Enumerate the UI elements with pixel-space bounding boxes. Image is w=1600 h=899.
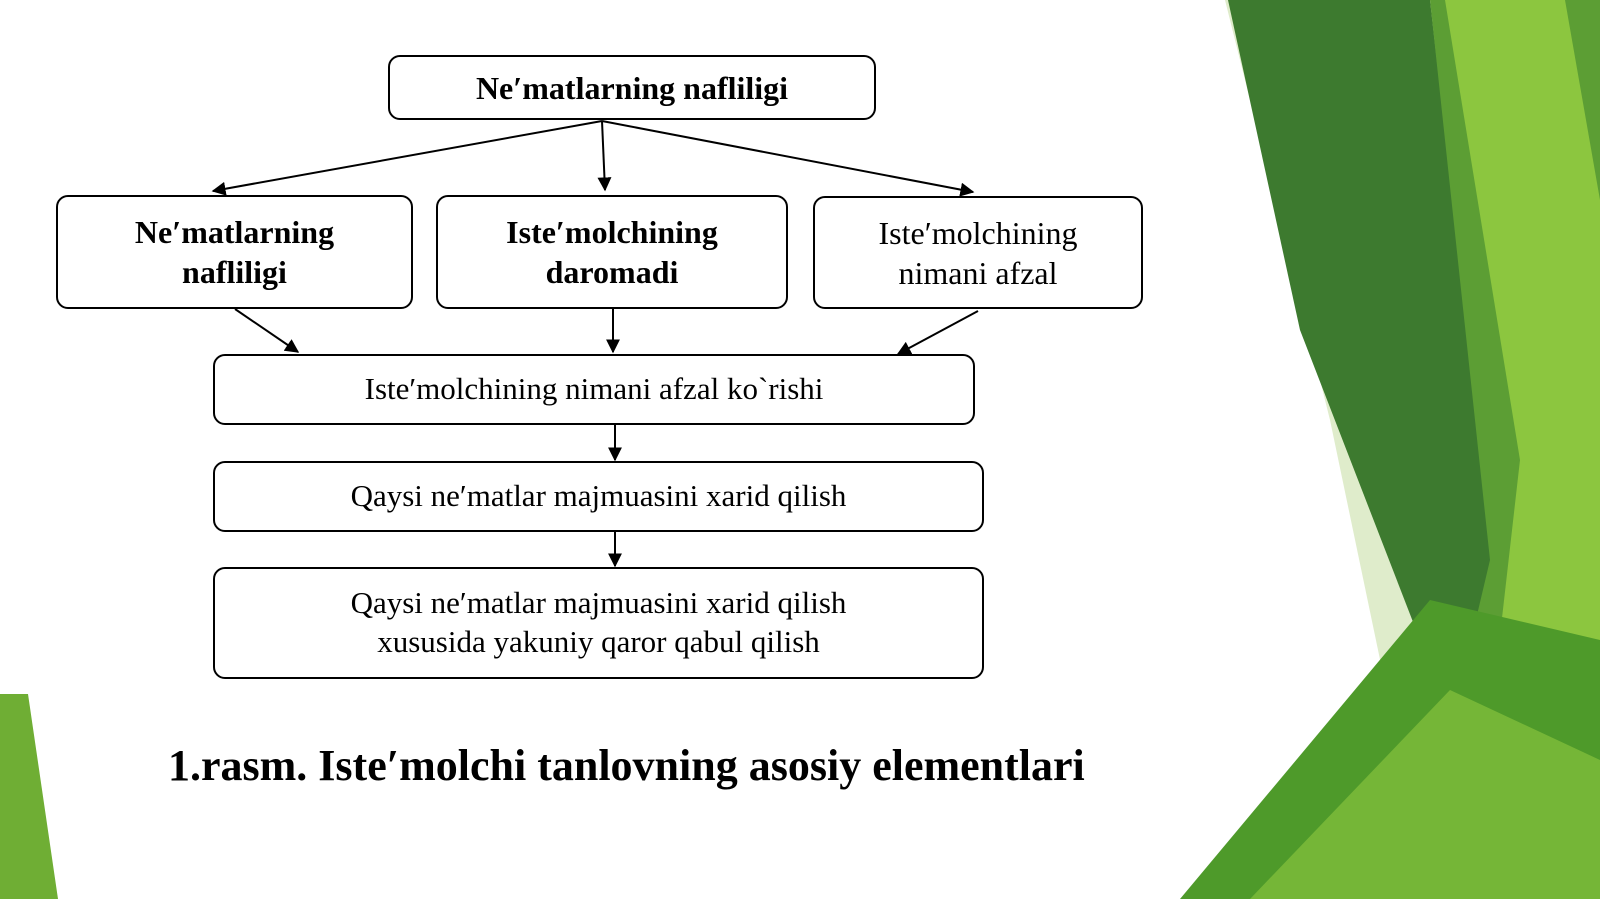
decision-line-2: xususida yakuniy qaror qabul qilish: [377, 624, 820, 659]
factor-1-line-2: nafliligi: [182, 254, 287, 290]
decision-box: [213, 567, 984, 679]
decision-line-1: Qaysi ne′matlar majmuasini xarid qilish: [350, 585, 847, 621]
factor-box-preference: [813, 196, 1143, 309]
top-box-label: Ne′matlarning nafliligi: [475, 69, 789, 106]
factor-2-line-2: daromadi: [545, 254, 679, 290]
arrow-factor-3-to-preference: [898, 311, 978, 354]
factor-3-line-1: Iste′molchining: [878, 214, 1078, 251]
choice-box-label: Qaysi ne′matlar majmuasini xarid qilish: [350, 478, 847, 514]
factor-box-utility: [56, 195, 413, 309]
arrow-top-to-factor-1: [213, 121, 602, 191]
preference-box: [213, 354, 975, 425]
arrow-top-to-factor-3: [602, 121, 973, 192]
figure-caption: 1.rasm. Iste′molchi tanlovning asosiy elementlari: [168, 741, 1085, 790]
arrow-factor-1-to-preference: [235, 309, 298, 352]
factor-1-line-1: Ne′matlarning: [134, 214, 335, 250]
preference-box-label: Iste′molchining nimani afzal ko`rishi: [364, 371, 824, 407]
top-box-utility: [388, 55, 876, 120]
arrow-top-to-factor-2: [602, 121, 605, 190]
factor-box-income: [436, 195, 788, 309]
factor-2-line-1: Iste′molchining: [506, 214, 718, 250]
choice-box: [213, 461, 984, 532]
factor-3-line-2: nimani afzal: [898, 254, 1058, 291]
